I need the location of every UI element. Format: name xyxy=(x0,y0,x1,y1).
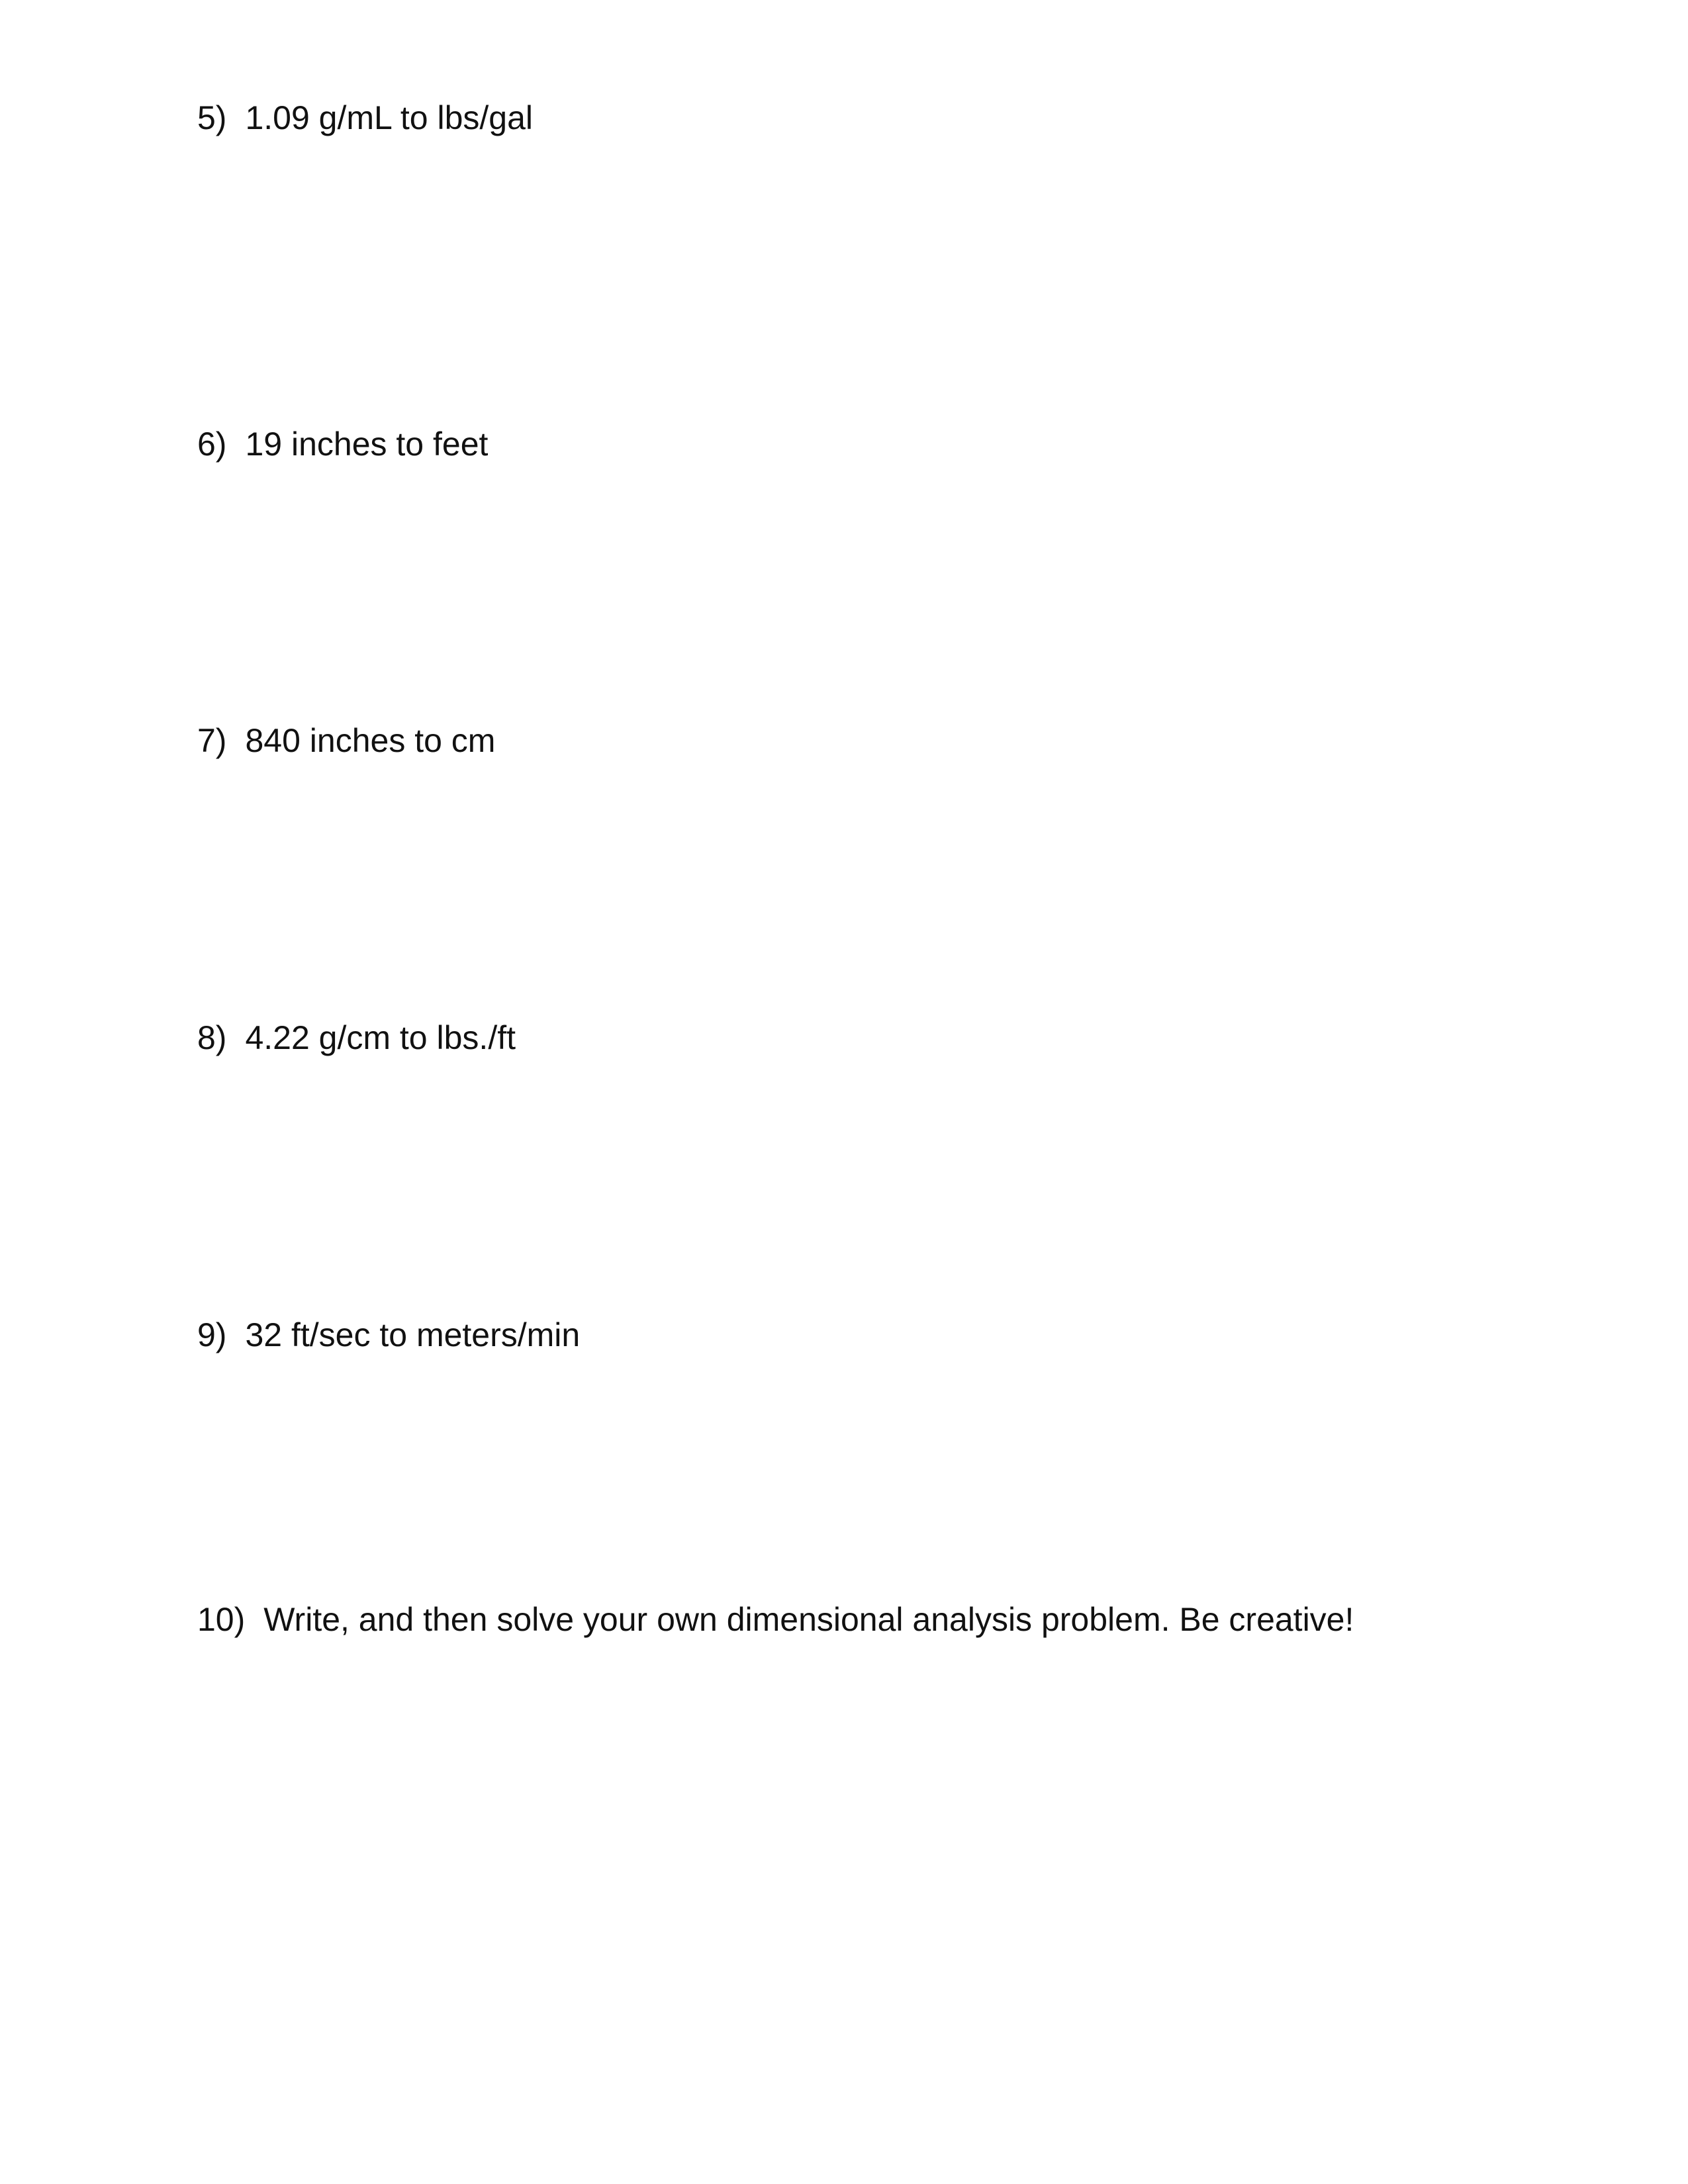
problem-number: 5) xyxy=(197,99,227,136)
problem-text: 32 ft/sec to meters/min xyxy=(245,1316,581,1353)
problem-6 xyxy=(197,428,488,461)
problem-8 xyxy=(197,1021,516,1054)
problem-number: 6) xyxy=(197,426,227,463)
problem-9 xyxy=(197,1318,580,1351)
problem-text: 1.09 g/mL to lbs/gal xyxy=(245,99,533,136)
problem-number: 10) xyxy=(197,1601,246,1638)
problem-5 xyxy=(197,101,533,134)
problem-text: 19 inches to feet xyxy=(245,426,489,463)
problem-number: 7) xyxy=(197,722,227,759)
problem-10 xyxy=(197,1603,1354,1636)
problem-text: 840 inches to cm xyxy=(245,722,496,759)
problem-text: Write, and then solve your own dimensional analysis problem. Be creative! xyxy=(263,1601,1354,1638)
problem-7 xyxy=(197,724,495,757)
problem-number: 8) xyxy=(197,1019,227,1056)
problem-text: 4.22 g/cm to lbs./ft xyxy=(245,1019,516,1056)
problem-number: 9) xyxy=(197,1316,227,1353)
